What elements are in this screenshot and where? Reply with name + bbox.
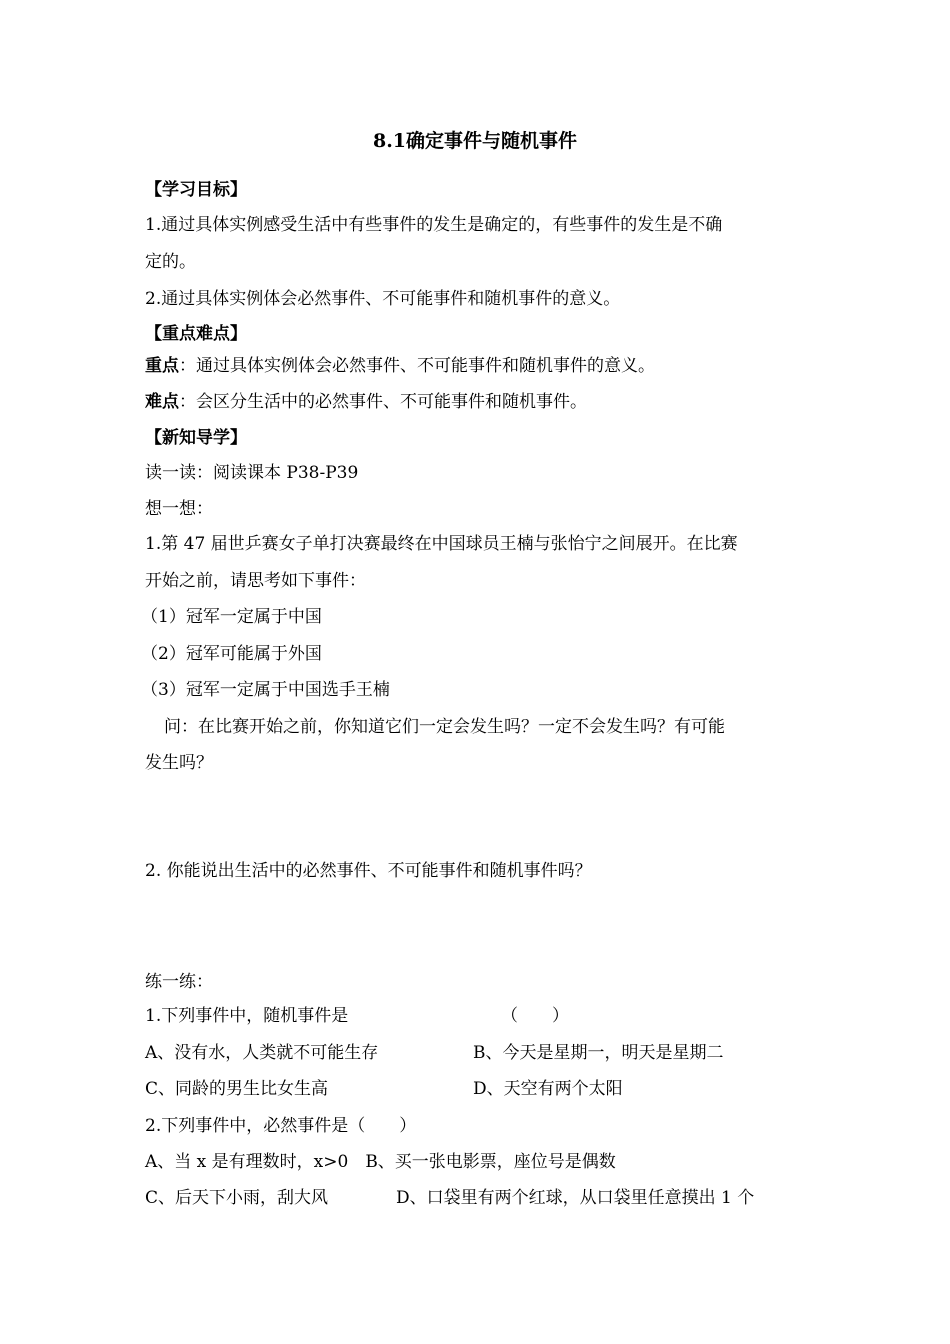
exercise-2-options-ab: A、当 x 是有理数时，x>0 B、买一张电影票，座位号是偶数: [145, 1152, 616, 1172]
new-knowledge-heading: 【新知导学】: [145, 428, 247, 448]
objective-1-line-2: 定的。: [145, 252, 196, 272]
exercise-2-stem: 2.下列事件中，必然事件是（ ）: [145, 1116, 417, 1136]
read-instruction: 读一读：阅读课本 P38-P39: [145, 463, 359, 483]
key-point-line: [145, 354, 655, 378]
exercise-1-answer-blank: （ ）: [501, 1006, 569, 1026]
exercise-1-stem: 1.下列事件中，随机事件是: [145, 1006, 349, 1026]
objective-1-line-1: 1.通过具体实例感受生活中有些事件的发生是确定的，有些事件的发生是不确: [145, 215, 723, 235]
exercise-1-option-a: A、没有水，人类就不可能生存: [145, 1043, 379, 1063]
ask-line-1: 问：在比赛开始之前，你知道它们一定会发生吗？一定不会发生吗？有可能: [164, 717, 725, 737]
key-label: 重点: [145, 356, 179, 376]
question-1-line-1: 1.第 47 届世乒赛女子单打决赛最终在中国球员王楠与张怡宁之间展开。在比赛: [145, 534, 738, 554]
exercise-1-option-d: D、天空有两个太阳: [473, 1079, 623, 1099]
page-title: 8.1确定事件与随机事件: [372, 130, 578, 152]
question-1-line-2: 开始之前，请思考如下事件：: [145, 571, 366, 591]
practice-heading: 练一练：: [145, 972, 213, 992]
objectives-heading: 【学习目标】: [145, 180, 247, 200]
event-1: （1）冠军一定属于中国: [141, 607, 322, 627]
exercise-2-option-d: D、口袋里有两个红球，从口袋里任意摸出 1 个: [396, 1188, 755, 1208]
question-2: 2. 你能说出生活中的必然事件、不可能事件和随机事件吗？: [145, 861, 592, 881]
difficult-text: ：会区分生活中的必然事件、不可能事件和随机事件。: [179, 392, 587, 412]
key-points-heading: 【重点难点】: [145, 324, 247, 344]
exercise-1-option-b: B、今天是星期一，明天是星期二: [473, 1043, 724, 1063]
exercise-1-option-c: C、同龄的男生比女生高: [145, 1079, 329, 1099]
exercise-2-option-c: C、后天下小雨，刮大风: [145, 1188, 329, 1208]
difficult-point-line: [145, 390, 587, 414]
event-2: （2）冠军可能属于外国: [141, 644, 322, 664]
think-label: 想一想：: [145, 499, 213, 519]
ask-line-2: 发生吗？: [145, 753, 213, 773]
objective-2: 2.通过具体实例体会必然事件、不可能事件和随机事件的意义。: [145, 289, 621, 309]
key-text: ：通过具体实例体会必然事件、不可能事件和随机事件的意义。: [179, 356, 655, 376]
difficult-label: 难点: [145, 392, 179, 412]
event-3: （3）冠军一定属于中国选手王楠: [141, 680, 390, 700]
